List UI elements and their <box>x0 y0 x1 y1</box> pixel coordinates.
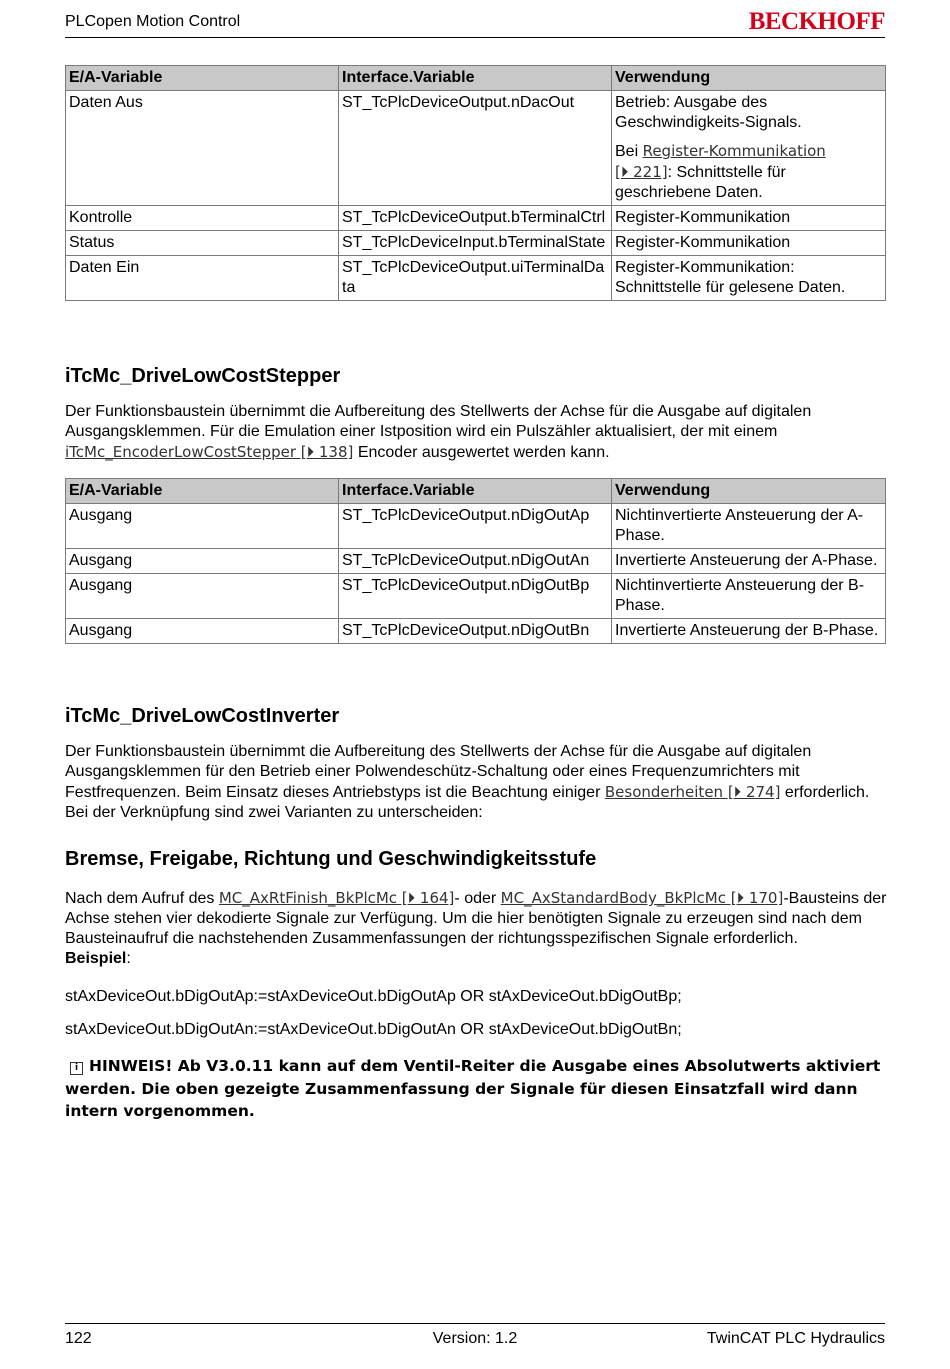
page-footer <box>65 1323 885 1350</box>
page-ref-link[interactable]: [⏵ 221] <box>615 163 668 181</box>
encoder-low-cost-stepper-link[interactable]: iTcMc_EncoderLowCostStepper [⏵ 138] <box>65 443 354 461</box>
note-text: HINWEIS! Ab V3.0.11 kann auf dem Ventil-Reiter die Ausgabe eines Absolutwerts aktiviert werden. Die oben gezeigte Zusammenfassung der Signale für diesen Einsatzfall wird dann intern vorgenommen. <box>65 1057 881 1120</box>
mc-axrtfinish-link[interactable]: MC_AxRtFinish_BkPlcMc [⏵ 164] <box>218 889 455 907</box>
code-line-1: stAxDeviceOut.bDigOutAp:=stAxDeviceOut.bDigOutAp OR stAxDeviceOut.bDigOutBp; <box>65 988 682 1005</box>
column-header: Interface.Variable <box>339 479 612 504</box>
table-cell: Kontrolle <box>66 206 339 231</box>
table-cell: Status <box>66 231 339 256</box>
text-pre: Der Funktionsbaustein übernimmt die Aufbereitung des Stellwerts der Achse für die Ausgabe auf digitalen Ausgangsklemmen. Für die Emulation einer Istposition wird ein Pulszähler aktualisiert, der mit einem <box>65 403 812 440</box>
section-text-bremse <box>65 888 895 969</box>
section-text-inverter <box>65 742 895 823</box>
cell-text: Betrieb: Ausgabe des Geschwindigkeits-Signals. <box>615 94 802 131</box>
info-icon: i <box>70 1062 83 1075</box>
section-heading-stepper: iTcMc_DriveLowCostStepper <box>65 365 341 387</box>
table-cell: ST_TcPlcDeviceOutput.nDacOut <box>339 91 612 206</box>
mc-axstandardbody-link[interactable]: MC_AxStandardBody_BkPlcMc [⏵ 170] <box>500 889 784 907</box>
page-header <box>65 8 885 38</box>
table-cell: Ausgang <box>66 619 339 644</box>
text-post: erforderlich. Bei der Verknüpfung sind zwei Varianten zu unterscheiden: <box>65 784 870 821</box>
table-cell: Register-Kommunikation: Schnittstelle für gelesene Daten. <box>612 256 886 301</box>
text-post: Encoder ausgewertet werden kann. <box>353 444 610 461</box>
table-cell: Nichtinvertierte Ansteuerung der B-Phase. <box>612 574 886 619</box>
table-cell: Invertierte Ansteuerung der B-Phase. <box>612 619 886 644</box>
table-cell: ST_TcPlcDeviceOutput.nDigOutAp <box>339 504 612 549</box>
table-row <box>66 231 886 256</box>
table-cell: Daten Ein <box>66 256 339 301</box>
example-label: Beispiel <box>65 950 127 967</box>
table-row <box>66 619 886 644</box>
column-header: Verwendung <box>612 66 886 91</box>
table-row <box>66 504 886 549</box>
table-cell <box>612 91 886 206</box>
footer-page-number: 122 <box>65 1330 92 1347</box>
footer-version: Version: 1.2 <box>432 1330 518 1347</box>
cell-text <box>615 141 882 203</box>
note-box <box>65 1055 895 1123</box>
table-cell: Register-Kommunikation <box>612 231 886 256</box>
column-header: Interface.Variable <box>339 66 612 91</box>
code-line-2: stAxDeviceOut.bDigOutAn:=stAxDeviceOut.bDigOutAn OR stAxDeviceOut.bDigOutBn; <box>65 1021 682 1038</box>
table-row <box>66 206 886 231</box>
table-cell: Ausgang <box>66 574 339 619</box>
table-row <box>66 91 886 206</box>
besonderheiten-link[interactable]: Besonderheiten [⏵ 274] <box>604 783 781 801</box>
column-header: E/A-Variable <box>66 66 339 91</box>
io-table-1 <box>65 65 886 301</box>
header-title: PLCopen Motion Control <box>65 13 241 30</box>
io-table-2 <box>65 478 886 644</box>
text-mid: - oder <box>454 890 501 907</box>
table-cell: Ausgang <box>66 549 339 574</box>
table-cell: ST_TcPlcDeviceInput.bTerminalState <box>339 231 612 256</box>
table-row <box>66 549 886 574</box>
table-row <box>66 574 886 619</box>
table-cell: Ausgang <box>66 504 339 549</box>
section-heading-bremse: Bremse, Freigabe, Richtung und Geschwindigkeitsstufe <box>65 848 597 870</box>
text-post: -Bausteins der Achse stehen vier dekodierte Signale zur Verfügung. Um die hier benötigten Signale zu erzeugen sind nach dem Bausteinaufruf die nachstehenden Zusammenfassungen der richtungsspezifischen Signale erforderlich. <box>65 890 887 947</box>
table-cell: Invertierte Ansteuerung der A-Phase. <box>612 549 886 574</box>
brand-logo: BECKHOFF <box>748 8 885 35</box>
column-header: E/A-Variable <box>66 479 339 504</box>
footer-product: TwinCAT PLC Hydraulics <box>706 1330 885 1347</box>
section-text-stepper <box>65 402 895 463</box>
table-cell: ST_TcPlcDeviceOutput.nDigOutBp <box>339 574 612 619</box>
table-header-row <box>66 66 886 91</box>
cell-text-pre: Bei <box>615 143 643 160</box>
register-kommunikation-link[interactable]: Register-Kommunikation <box>642 142 826 160</box>
text-pre: Der Funktionsbaustein übernimmt die Aufbereitung des Stellwerts der Achse für die Ausgabe auf digitalen Ausgangsklemmen für den Betrieb einer Polwendeschütz-Schaltung oder eines Frequenzumrichters mit Festfrequenzen. Beim Einsatz dieses Antriebstyps ist die Beachtung einiger <box>65 743 812 801</box>
table-cell: ST_TcPlcDeviceOutput.uiTerminalData <box>339 256 612 301</box>
table-header-row <box>66 479 886 504</box>
table-cell: Daten Aus <box>66 91 339 206</box>
table-cell: ST_TcPlcDeviceOutput.bTerminalCtrl <box>339 206 612 231</box>
table-row <box>66 256 886 301</box>
text-pre: Nach dem Aufruf des <box>65 890 219 907</box>
table-cell: Nichtinvertierte Ansteuerung der A-Phase. <box>612 504 886 549</box>
table-cell: ST_TcPlcDeviceOutput.nDigOutAn <box>339 549 612 574</box>
section-heading-inverter: iTcMc_DriveLowCostInverter <box>65 705 340 727</box>
table-cell: ST_TcPlcDeviceOutput.nDigOutBn <box>339 619 612 644</box>
cell-text-post: : Schnittstelle für geschriebene Daten. <box>615 164 786 201</box>
table-cell: Register-Kommunikation <box>612 206 886 231</box>
example-colon: : <box>126 950 131 967</box>
column-header: Verwendung <box>612 479 886 504</box>
